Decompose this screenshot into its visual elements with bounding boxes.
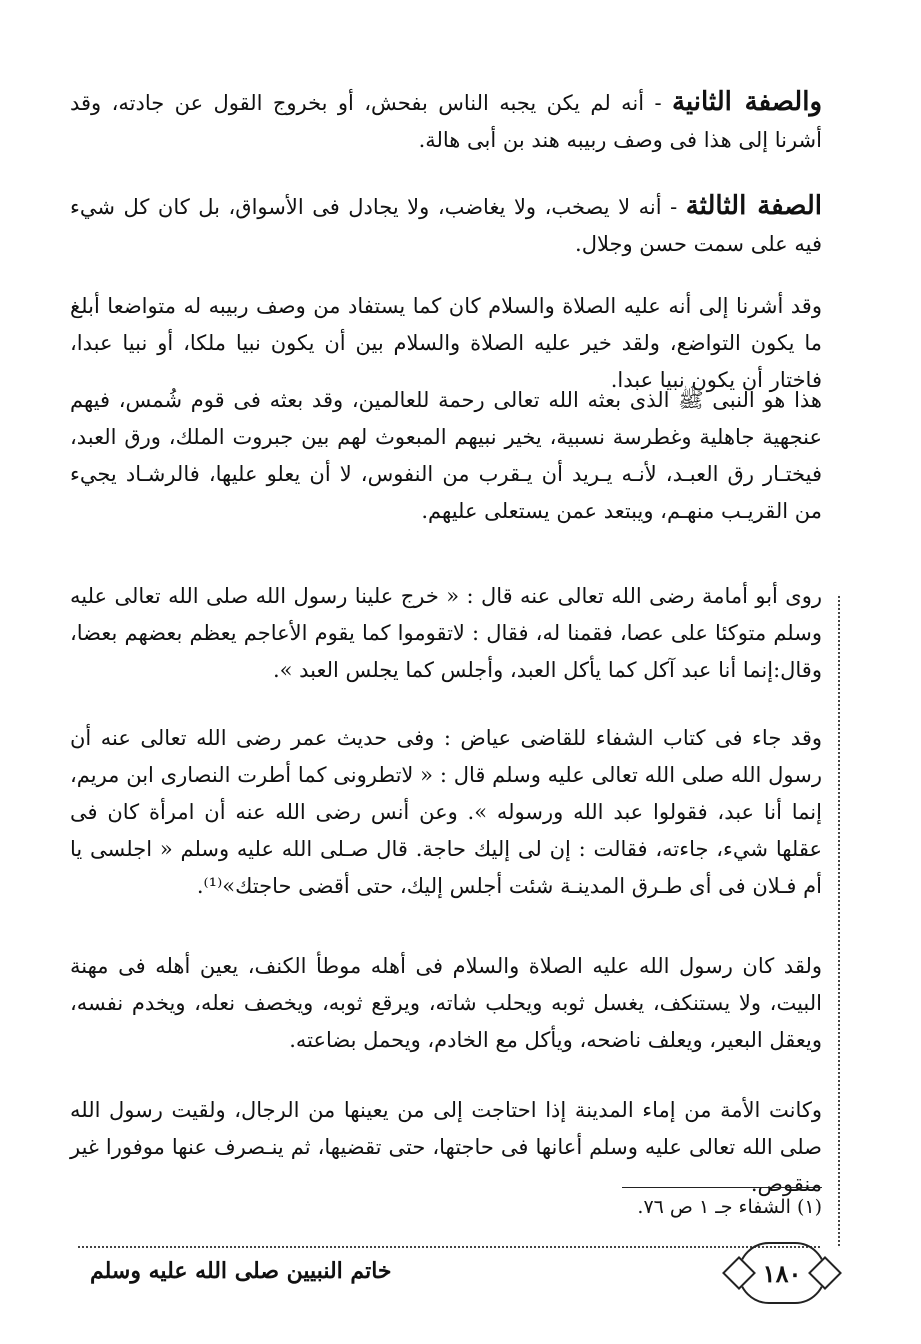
paragraph-third-attribute [70, 188, 822, 263]
paragraph-text: - أنه لم يكن يجبه الناس بفحش، أو بخروج القول عن جادته، وقد أشرنا إلى هذا فى وصف ربيبه هند بن أبى هالة. [70, 91, 822, 152]
page-number-badge [738, 1242, 826, 1304]
footnote: (١) الشفاء جـ ١ ص ٧٦. [637, 1196, 822, 1218]
paragraph-text: هذا هو النبى ﷺ الذى بعثه الله تعالى رحمة للعالمين، وقد بعثه فى قوم شُمس، فيهم عنجهية جاهلية وغطرسة نسبية، يخير نبيهم المبعوث لهم بين جبروت الملك، ورق العبد، فيختـار رق العبـد، لأنـه يـريد أن يـقرب من النفوس، لا أن يعلو عليها، فالرشـاد يجيء من القريـب منهـم، ويبتعد عمن يستعلى عليهم. [70, 388, 822, 523]
paragraph-text: روى أبو أمامة رضى الله تعالى عنه قال : « خرج علينا رسول الله صلى الله تعالى عليه وسلم متوكئا على عصا، فقمنا له، فقال : لاتقوموا كما يقوم الأعاجم يعظم بعضهم بعضا، وقال:إنما أنا عبد آكل كما يأكل العبد، وأجلس كما يجلس العبد ». [70, 584, 822, 682]
paragraph-text: وقد أشرنا إلى أنه عليه الصلاة والسلام كان كما يستفاد من وصف ربيبه له متواضعا أبلغ ما يكون التواضع، ولقد خير عليه الصلاة والسلام بين أن يكون نبيا ملكا، أو نبيا عبدا، فاختار أن يكون نبيا عبدا. [70, 294, 822, 392]
footer-dotted-rule [78, 1246, 820, 1248]
paragraph-lead-heading: الصفة الثالثة [685, 191, 822, 221]
paragraph-household-service [70, 948, 822, 1059]
paragraph-shifa-quote [70, 720, 822, 905]
paragraph-text: وقد جاء فى كتاب الشفاء للقاضى عياض : وفى حديث عمر رضى الله تعالى عنه أن رسول الله صلى الله تعالى عليه وسلم قال : « لاتطرونى كما أطرت النصارى ابن مريم، إنما أنا عبد، فقولوا عبد الله ورسوله ». وعن أنس رضى الله عنه أن امرأة كان فى عقلها شيء، جاءته، فقالت : إن لى إليك حاجة. قال صـلى الله عليه وسلم « اجلسى يا أم فـلان فى أى طـرق المدينـة شئت أجلس إليك، حتى أقضى حاجتك»⁽¹⁾. [70, 726, 822, 898]
paragraph-text: - أنه لا يصخب، ولا يغاضب، ولا يجادل فى الأسواق، بل كان كل شيء فيه على سمت حسن وجلال. [70, 195, 822, 256]
paragraph-second-attribute [70, 84, 822, 159]
page-number: ١٨٠ [762, 1258, 802, 1288]
paragraph-prophet-mercy [70, 382, 822, 530]
running-title: خاتم النبيين صلى الله عليه وسلم [90, 1258, 392, 1284]
paragraph-text: وكانت الأمة من إماء المدينة إذا احتاجت إلى من يعينها من الرجال، ولقيت رسول الله صلى الله تعالى عليه وسلم أعانها فى حاجتها، حتى تقضيها، ثم ينـصرف عنها موفورا غير منقوص. [70, 1098, 822, 1196]
paragraph-text: ولقد كان رسول الله عليه الصلاة والسلام فى أهله موطأ الكنف، يعين أهله فى مهنة البيت، ولا يستنكف، يغسل ثوبه ويحلب شاته، ويرقع ثوبه، ويخصف نعله، ويخدم نفسه، ويعقل البعير، ويعلف ناضحه، ويأكل مع الخادم، ويحمل بضاعته. [70, 954, 822, 1052]
paragraph-lead-heading: والصفة الثانية [671, 87, 823, 117]
margin-dotted-border [838, 596, 840, 1246]
footnote-divider [622, 1187, 822, 1188]
paragraph-abu-umama-hadith [70, 578, 822, 689]
